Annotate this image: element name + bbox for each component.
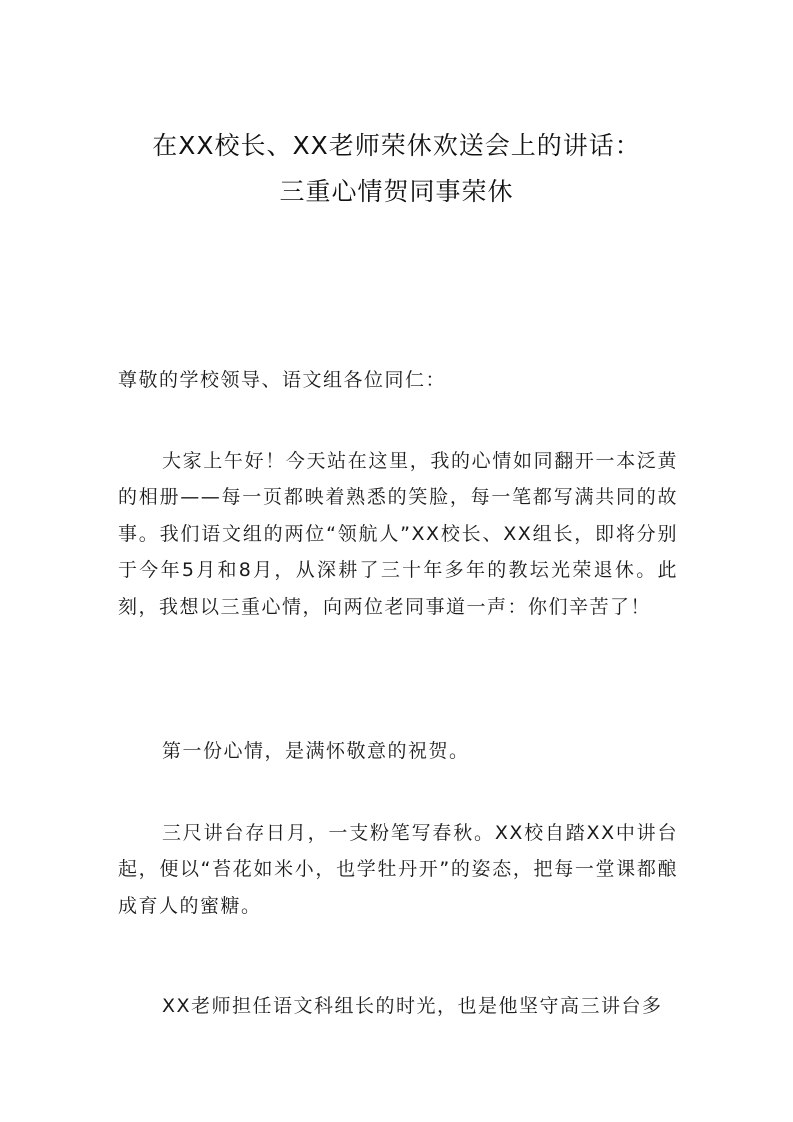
document-title-line-1: 在XX校长、XX老师荣休欢送会上的讲话： (152, 131, 641, 160)
paragraph-first-feeling: 第一份心情，是满怀敬意的祝贺。 (162, 740, 470, 762)
paragraph-opening: 大家上午好！今天站在这里，我的心情如同翻开一本泛黄的相册——每一页都映着熟悉的笑脸，每一笔都写满共同的故事。我们语文组的两位“领航人”XX校长、XX组长，即将分别于今年5月和8月，从深耕了三十年多年的教坛光荣退休。此刻，我想以三重心情，向两位老同事道一声：你们辛苦了！ (118, 450, 678, 618)
salutation: 尊敬的学校领导、语文组各位同仁： (118, 369, 447, 391)
document-title-line-2: 三重心情贺同事荣休 (279, 177, 514, 206)
paragraph-teaching: 三尺讲台存日月，一支粉笔写春秋。XX校自踏XX中讲台起，便以“苔花如米小，也学牡丹开”的姿态，把每一堂课都酿成育人的蜜糖。 (118, 822, 678, 917)
paragraph-group-leader: XX老师担任语文科组长的时光，也是他坚守高三讲台多 (162, 995, 663, 1017)
